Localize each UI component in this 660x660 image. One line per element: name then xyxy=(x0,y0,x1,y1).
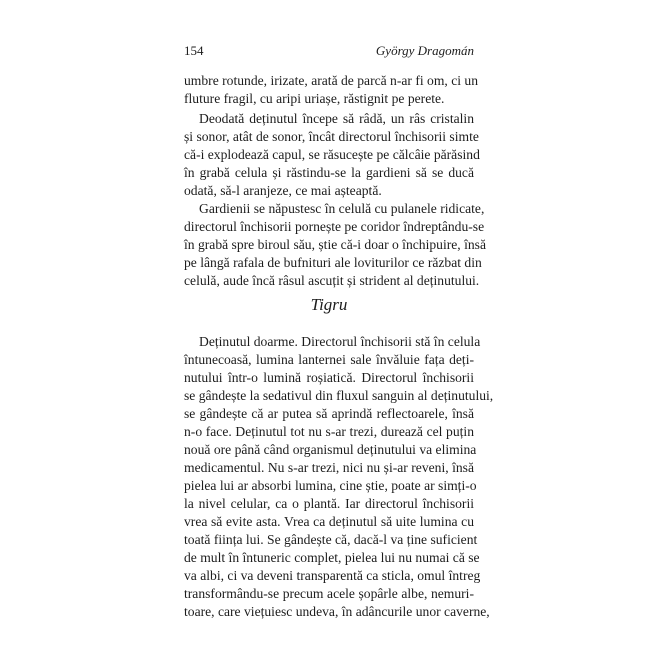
text-line: se gândește la sedativul din fluxul sanguin al deținutului, xyxy=(184,388,494,403)
text-line: Gardienii se năpustesc în celulă cu pulanele ridicate, xyxy=(199,201,485,216)
text-line: odată, să-l aranjeze, ce mai așteaptă. xyxy=(184,183,382,198)
text-line: de mult în întuneric complet, pielea lui nu numai că se xyxy=(184,550,480,565)
text-line: în grabă spre biroul său, știe că-i doar o închipuire, însă xyxy=(184,237,486,252)
text-line: pielea lui ar absorbi lumina, cine știe, poate ar simți-o xyxy=(184,478,477,493)
section-title: Tigru xyxy=(310,295,348,314)
text-line: întunecoasă, lumina lanternei sale învăluie fața deți- xyxy=(184,352,474,367)
text-line: celulă, aude încă râsul ascuțit și strident al deținutului. xyxy=(184,273,480,288)
text-line: toare, care viețuiesc undeva, în adâncurile unor caverne, xyxy=(184,604,490,619)
text-line: în grabă celula și răstindu-se la gardieni să se ducă xyxy=(184,165,474,180)
text-line: nutului într-o lumină roșiatică. Directorul închisorii xyxy=(184,370,474,385)
text-line: toată ființa lui. Se gândește că, dacă-l va ține suficient xyxy=(184,532,478,547)
text-line: va albi, ci va deveni transparentă ca sticla, omul întreg xyxy=(184,568,481,583)
text-line: vrea să evite asta. Vrea ca deținutul să uite lumina cu xyxy=(184,514,474,529)
text-line: directorul închisorii pornește pe coridor îndreptându-se xyxy=(184,219,485,234)
text-line: la nivel celular, ca o plantă. Iar directorul închisorii xyxy=(184,496,474,511)
text-line: nouă ore până când organismul deținutului va elimina xyxy=(184,442,477,457)
text-line: Deodată deținutul începe să râdă, un râs cristalin xyxy=(199,111,474,126)
running-author: György Dragomán xyxy=(375,43,474,58)
text-line: umbre rotunde, irizate, arată de parcă n-ar fi om, ci un xyxy=(184,73,479,88)
text-line: transformându-se precum acele șopârle albe, nemuri- xyxy=(184,586,474,601)
text-line: se gândește că ar putea să aprindă reflectoarele, însă xyxy=(184,406,474,421)
text-line: pe lângă rafala de bufnituri ale loviturilor ce răzbat din xyxy=(184,255,482,270)
text-line: că-i explodează capul, se răsucește pe călcâie părăsind xyxy=(184,147,480,162)
page-number: 154 xyxy=(184,43,204,58)
text-line: fluture fragil, cu aripi uriașe, răstignit pe perete. xyxy=(184,91,445,106)
text-line: și sonor, atât de sonor, încât directorul închisorii simte xyxy=(184,129,479,144)
text-line: n-o face. Deținutul tot nu s-ar trezi, durează cel puțin xyxy=(184,424,474,439)
text-line: medicamentul. Nu s-ar trezi, nici nu și-ar reveni, însă xyxy=(184,460,474,475)
running-header xyxy=(184,43,474,61)
text-line: Deținutul doarme. Directorul închisorii stă în celula xyxy=(199,334,481,349)
